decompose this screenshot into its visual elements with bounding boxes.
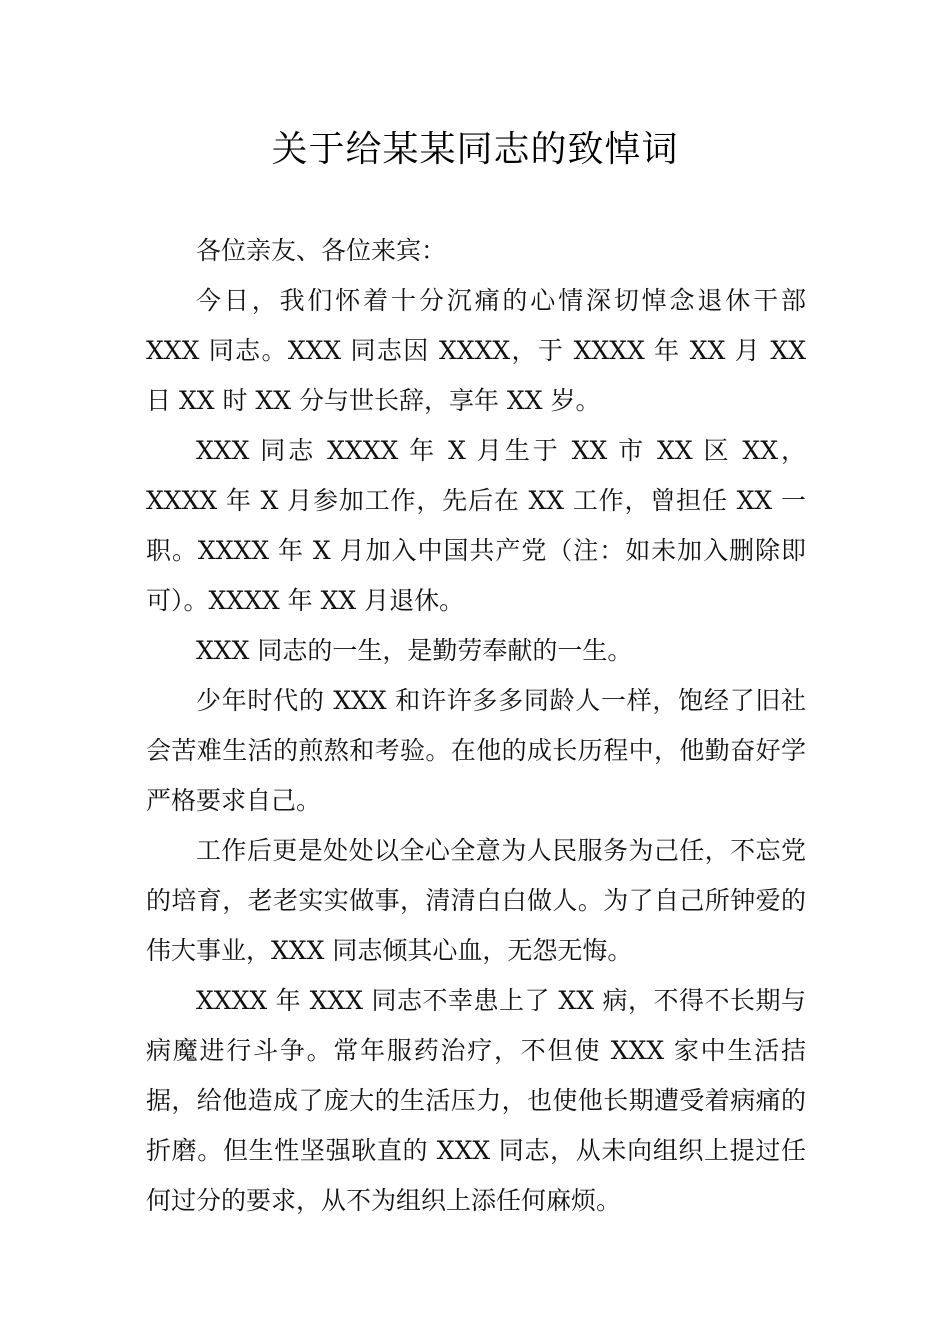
paragraph-salutation: 各位亲友、各位来宾：: [196, 236, 447, 265]
paragraph-announcement: 今日，我们怀着十分沉痛的心情深切悼念退休干部 XXX 同志。XXX 同志因 XXXX，于 XXXX 年 XX 月 XX 日 XX 时 XX 分与世长辞，享年 XX 岁。: [146, 286, 806, 415]
document-title: 关于给某某同志的致悼词: [271, 129, 679, 170]
paragraph-life-summary: XXX 同志的一生，是勤劳奉献的一生。: [196, 636, 633, 665]
paragraph-biography: XXX 同志 XXXX 年 X 月生于 XX 市 XX 区 XX，XXXX 年 X 月参加工作，先后在 XX 工作，曾担任 XX 一职。XXXX 年 X 月加入中国共产党（注：如未加入删除即可）。XXXX 年 XX 月退休。: [146, 436, 806, 615]
paragraph-youth: 少年时代的 XXX 和许许多多同龄人一样，饱经了旧社会苦难生活的煎熬和考验。在他的成长历程中，他勤奋好学严格要求自己。: [146, 686, 806, 815]
paragraph-career: 工作后更是处处以全心全意为人民服务为己任，不忘党的培育，老老实实做事，清清白白做人。为了自己所钟爱的伟大事业，XXX 同志倾其心血，无怨无悔。: [146, 836, 806, 965]
paragraph-illness: XXXX 年 XXX 同志不幸患上了 XX 病，不得不长期与病魔进行斗争。常年服药治疗，不但使 XXX 家中生活拮据，给他造成了庞大的生活压力，也使他长期遭受着病痛的折磨。但生性坚强耿直的 XXX 同志，从未向组织上提过任何过分的要求，从不为组织上添任何麻烦。: [146, 986, 806, 1215]
document-body: [146, 226, 806, 1226]
